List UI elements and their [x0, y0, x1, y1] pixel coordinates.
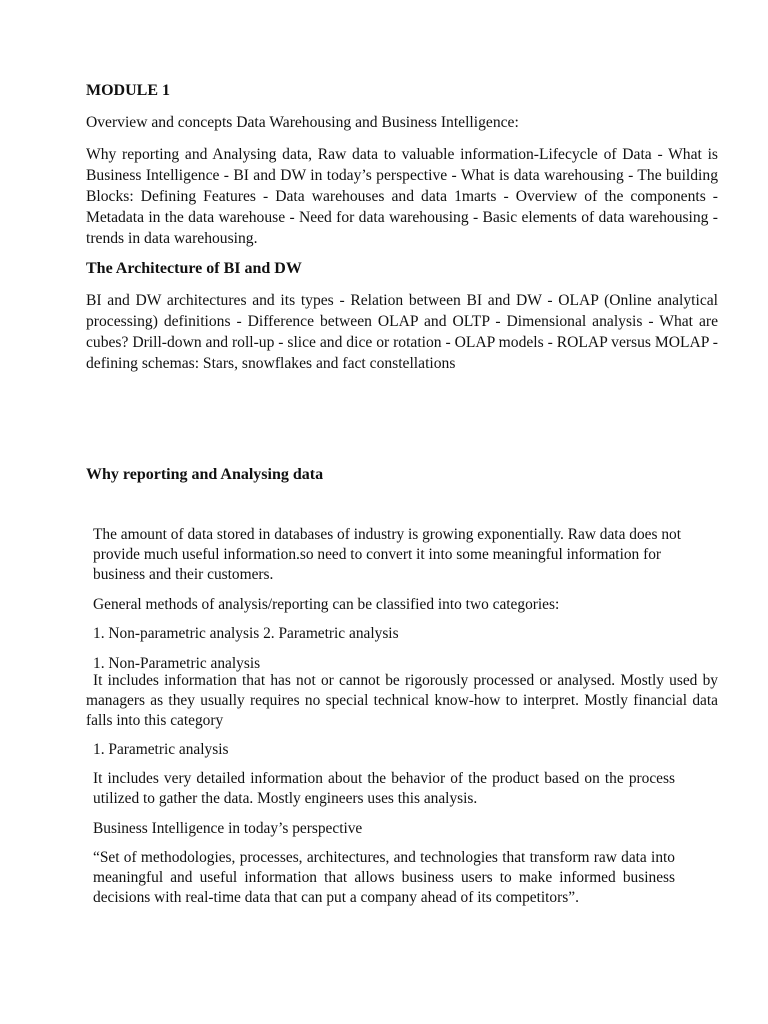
why-reporting-heading: Why reporting and Analysing data	[86, 466, 324, 483]
parametric-paragraph: It includes very detailed information about the behavior of the product based on the process utilized to gather the data. Mostly engineers uses this analysis.	[93, 770, 675, 807]
architecture-heading: The Architecture of BI and DW	[86, 260, 302, 277]
parametric-heading: 1. Parametric analysis	[93, 741, 229, 758]
categories-list: 1. Non-parametric analysis 2. Parametric analysis	[93, 625, 399, 642]
nonparametric-paragraph: It includes information that has not or cannot be rigorously processed or analysed. Mostly used by managers as they usually requires no special technical know-how to interpret. Mostly financial data falls into this category	[86, 672, 718, 729]
module-overview: Overview and concepts Data Warehousing and Business Intelligence:	[86, 114, 519, 131]
nonparametric-heading: 1. Non-Parametric analysis	[93, 655, 261, 672]
bi-definition-quote: “Set of methodologies, processes, architectures, and technologies that transform raw data into meaningful and useful information that allows business users to make informed business decisions with real-time data that can put a company ahead of its competitors”.	[93, 849, 675, 906]
module-title: MODULE 1	[86, 82, 170, 99]
intro-paragraph: The amount of data stored in databases of industry is growing exponentially. Raw data does not provide much useful information.so need to convert it into some meaningful information for business and their customers.	[93, 526, 681, 583]
methods-sentence: General methods of analysis/reporting can be classified into two categories:	[93, 596, 560, 613]
topics-paragraph: Why reporting and Analysing data, Raw data to valuable information-Lifecycle of Data - What is Business Intelligence - BI and DW in today’s perspective - What is data warehousing - The building Blocks: Defining Features - Data warehouses and data 1marts - Overview of the components - Metadata in the data warehouse - Need for data warehousing - Basic elements of data warehousing - trends in data warehousing.	[86, 146, 718, 247]
bi-perspective-heading: Business Intelligence in today’s perspective	[93, 820, 363, 837]
architecture-paragraph: BI and DW architectures and its types - Relation between BI and DW - OLAP (Online analytical processing) definitions - Difference between OLAP and OLTP - Dimensional analysis - What are cubes? Drill-down and roll-up - slice and dice or rotation - OLAP models - ROLAP versus MOLAP - defining schemas: Stars, snowflakes and fact constellations	[86, 292, 718, 372]
